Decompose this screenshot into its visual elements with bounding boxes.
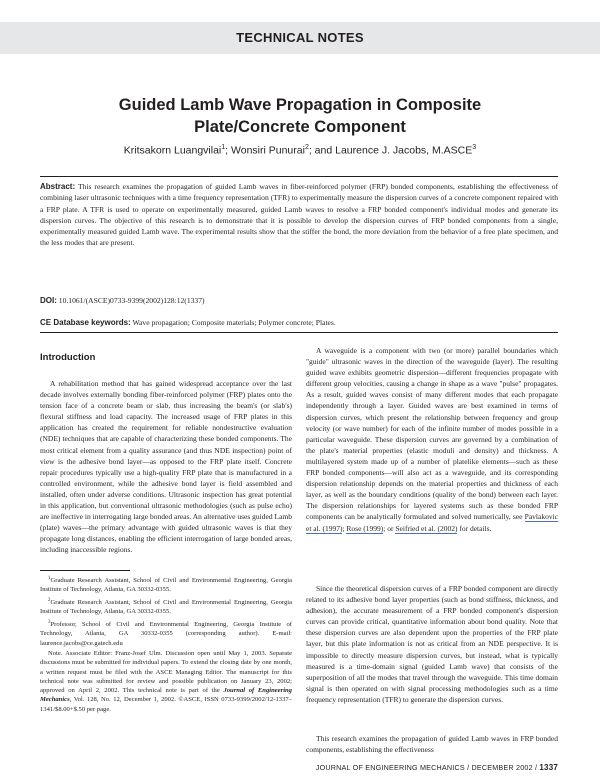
paper-title [60,94,540,138]
author-line [40,144,560,157]
footnote-text: Graduate Research Assistant, School of Civil and Environmental Engineering, Georgia Institute of Technology, Atlanta, GA 30332-0355. [40,577,292,594]
page-number: 1337 [539,763,558,772]
footnote-3: $^3$Professor, School of Civil and Environmental Engineering, Georgia Institute of Technology, Atlanta, GA 30332-0355 (corresponding author). E-mail: laurence.jacobs@ce.gatech.edu [40,620,292,647]
author-sep: ; and [308,144,336,157]
author-sep: ; [225,144,232,157]
divider [40,332,558,333]
paragraph-text: A waveguide is a component with two (or more) parallel boundaries which "guide" ultrasonic waves in the direction of the waveguide (layer). The resulting guided wave exhibits geometric dispersion—different frequencies propagate with different group velocities, causing a change in shape as a wave "pulse" propagates. As a result, guided waves consist of many different modes that each propagate independently through a layer. Guided waves are best examined in terms of dispersion curves, which present the relationship between frequency and group velocity (or wave number) for each of the infinite number of modes possible in a particular waveguide. These dispersion curves are governed by a combination of the plate's material properties (elastic moduli and density) and thickness. A multilayered system made up of a number of platelike elements—such as these FRP bonded components—will also act as a waveguide, and its corresponding dispersion relationship depends on the material properties and thickness of each layer, as well as the boundary conditions (quality of the bond) between each layer. The dispersion relationships for layered systems such as these bonded FRP components can be analytically formulated and solved numerically, see [306,346,558,522]
abstract-label: Abstract: [40,182,76,191]
section-header-label: TECHNICAL NOTES [236,30,364,45]
citation-link[interactable]: Pavlakovic et al. (1997) [306,512,558,533]
author-name: Wonsiri Punurai [231,144,305,157]
abstract [40,181,558,249]
paragraph-text: for details. [457,523,492,533]
footnote-text: Professor, School of Civil and Environmental Engineering, Georgia Institute of Technology, Atlanta, GA 30332-0355 (corresponding author). E-mail: laurence.jacobs@ce.gatech.edu [40,621,292,647]
footnote-1: $^1$Graduate Research Assistant, School of Civil and Environmental Engineering, Georgia Institute of Technology, Atlanta, GA 30332-0355. [40,576,292,594]
title-line-1: Guided Lamb Wave Propagation in Composite [118,96,482,114]
keywords-line [40,318,336,327]
citation-link[interactable]: Seifried et al. (2002) [395,523,458,533]
footnote-rule [40,570,130,571]
abstract-text: This research examines the propagation of guided Lamb waves in fiber-reinforced polymer (FRP) bonded components, establishing the effectiveness of combining laser ultrasonic techniques with a time frequency representation (TFR) to experimentally measure the dispersion curves of a concrete component repaired with a FRP plate. A TFR is used to operate on experimentally measured, guided Lamb waves to resolve a FRP bonded component's individual modes and generate its dispersion curves. The objective of this research is to demonstrate that it is possible to develop the dispersion curves of FRP bonded components from a single, experimentally measured guided Lamb wave. The experimental results show that the stiffer the bond, the more deviation from the behavior of a free plate specimen, and the less modes that are present. [40,182,558,248]
doi-value[interactable]: 10.1061/(ASCE)0733-9399(2002)128:12(1337) [58,296,205,305]
author-affil: 2 [304,144,309,151]
doi-label: DOI: [40,296,57,305]
citation-link[interactable]: Rose (1999) [346,523,384,533]
title-line-2: Plate/Concrete Component [194,118,406,136]
doi-line [40,296,205,305]
footer-journal: JOURNAL OF ENGINEERING MECHANICS / DECEMBER 2002 / [315,763,540,772]
author-affil: 3 [472,144,477,151]
journal-name: Journal of Engineering Mechanics [40,687,292,704]
author-name: Laurence J. Jacobs, M.ASCE [335,144,473,157]
editor-note [40,649,292,714]
citation-sep: ; or [383,523,396,533]
footnote-2: $^2$Graduate Research Assistant, School of Civil and Environmental Engineering, Georgia Institute of Technology, Atlanta, GA 30332-0355. [40,598,292,616]
waveguide-paragraph [306,345,558,534]
keywords-value: Wave propagation; Composite materials; Polymer concrete; Plates. [132,318,336,327]
dispersion-paragraph: Since the theoretical dispersion curves of a FRP bonded component are directly related to its adhesive bond layer properties (such as bond stiffness, thickness, and adhesion), the accurate measurement of a FRP bonded component's dispersion curves can provide critical, quantitative information about bond quality. Note that these dispersion curves are also dependent upon the properties of the FRP plate layer, but this plate information is not as critical from an NDE perspective. It is impossible to directly measure dispersion curves, but instead, what is typically measured is a time-domain signal (guided Lamb wave) that consists of the superposition of all the modes that travel through the waveguide. This time domain signal is then operated on with signal processing methodologies such as a time frequency representation (TFR) to generate the dispersion curves. [306,584,558,704]
section-header-bar [0,22,600,54]
page-footer [316,763,558,772]
section-heading: Introduction [40,352,96,363]
keywords-label: CE Database keywords: [40,318,131,327]
citation-sep: ; [342,523,347,533]
research-paragraph: This research examines the propagation of guided Lamb waves in FRP bonded components, establishing the effectiveness [306,734,558,755]
divider [40,176,558,177]
author-name: Kritsakorn Luangvilai [123,144,222,157]
intro-paragraph: A rehabilitation method that has gained widespread acceptance over the last decade involves externally bonding fiber-reinforced polymer (FRP) plates onto the tension face of a concrete beam or slab, thus increasing the beam's (or slab's) flexural stiffness and load capacity. The increased usage of FRP plates in this application has created the requirement for reliable nondestructive evaluation (NDE) techniques that are capable of characterizing these bonded components. The most critical element from a quality assurance (and thus NDE inspection) point of view is the adhesive bond layer—as opposed to the FRP plate itself. Concrete repair procedures typically use a high-quality FRP plate that is manufactured in a controlled environment, while the adhesive bond layer is field assembled and installed, often under adverse conditions. Ultrasonic inspection has great potential in this application, but conventional ultrasonic methodologies (such as pulse echo) are ineffective in interrogating large bonded areas. An alternative uses guided Lamb (plate) waves—the primary advantage with guided ultrasonic waves is that they propagate long distances, enabling the efficient interrogation of large bonded areas, including inaccessible regions. [40,379,292,555]
note-text: Note. Associate Editor: Franz-Josef Ulm. Discussion open until May 1, 2003. Separate discussions must be submitted for individual papers. To extend the closing date by one month, a written request must be filed with the ASCE Managing Editor. The manuscript for this technical note was submitted for review and possible publication on January 23, 2002; approved on April 2, 2002. This technical note is part of the [40,650,292,695]
footnote-text: Graduate Research Assistant, School of Civil and Environmental Engineering, Georgia Institute of Technology, Atlanta, GA 30332-0355. [40,599,292,616]
note-text: , Vol. 128, No. 12, December 1, 2002. ©ASCE, ISSN 0733-9399/2002/12-1337–1341/$8.00+$.50 per page. [40,696,292,713]
author-affil: 1 [221,144,226,151]
